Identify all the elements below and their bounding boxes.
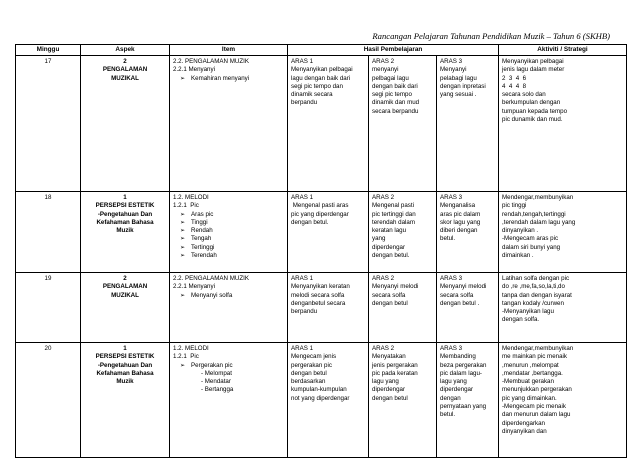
hasil-line: dinamik dan mud bbox=[372, 99, 420, 107]
aktiviti-line: secara solo dan bbox=[502, 91, 546, 99]
hasil-aras-1-cell bbox=[288, 273, 369, 343]
aktiviti-line: ,terendah dalam lagu yang bbox=[502, 218, 576, 226]
aktiviti-line: tumpuan kepada tempo bbox=[502, 107, 568, 115]
aktiviti-line: dinyanyikan dan bbox=[502, 427, 547, 435]
hasil-line: dengan betul . bbox=[440, 299, 480, 307]
header-aspek: Aspek bbox=[81, 45, 170, 56]
aspek-line: Muzik bbox=[116, 378, 134, 386]
hasil-aras-2-cell bbox=[369, 343, 437, 458]
hasil-aras-1-cell bbox=[288, 56, 369, 192]
hasil-line: dengan baik dari bbox=[372, 82, 418, 90]
hasil-line: betul. bbox=[440, 235, 456, 243]
hasil-line: keratan lagu bbox=[372, 227, 407, 235]
aktiviti-line: Latihan solfa dengan pic bbox=[502, 275, 570, 282]
hasil-line: ARAS 1 bbox=[291, 275, 314, 282]
hasil-line: ARAS 1 bbox=[291, 194, 314, 201]
hasil-line: dengan bbox=[440, 394, 461, 402]
item-dash-list bbox=[173, 370, 284, 395]
item-bullet: ➢ Tertinggi bbox=[191, 244, 284, 252]
hasil-line: berpandu bbox=[291, 308, 318, 316]
hasil-aras-1-cell bbox=[288, 343, 369, 458]
item-bullet: ➢ Terendah bbox=[191, 252, 284, 260]
item-dash: - Bertangga bbox=[201, 386, 234, 394]
aktiviti-line: ,menurun ,melompat bbox=[502, 361, 559, 369]
aspek-line: PERSEPSI ESTETIK bbox=[95, 353, 155, 361]
hasil-line: pic pada keratan bbox=[372, 369, 418, 377]
aktiviti-line: dimainkan . bbox=[502, 252, 534, 260]
hasil-line: dengan inpretasi bbox=[440, 82, 486, 90]
item-bullet: ➢ Aras pic bbox=[191, 211, 284, 219]
aktiviti-line: Menyanyikan pelbagai bbox=[502, 58, 564, 65]
hasil-aras-1-cell bbox=[288, 192, 369, 273]
hasil-aras-3-cell bbox=[437, 56, 499, 192]
aktiviti-line: 4 4 4 8 bbox=[502, 82, 527, 90]
aktiviti-line: dinyanyikan . bbox=[502, 227, 539, 235]
hasil-aras-2-cell bbox=[369, 273, 437, 343]
aktiviti-line: pic yang dimainkan. bbox=[502, 394, 557, 402]
aktiviti-line: menunjukkan pergerakan bbox=[502, 386, 572, 394]
aspek-line: PENGALAMAN bbox=[102, 283, 148, 291]
hasil-aras-3-cell bbox=[437, 273, 499, 343]
hasil-line: ARAS 2 bbox=[372, 275, 395, 282]
aktiviti-line: -Mengecam pic menaik bbox=[502, 403, 566, 411]
hasil-line: ARAS 2 bbox=[372, 194, 395, 201]
aspek-line: -Pengetahuan Dan bbox=[97, 210, 153, 218]
hasil-aras-3-cell bbox=[437, 343, 499, 458]
aspek-line: -Pengetahuan Dan bbox=[97, 361, 153, 369]
item-dash: - Melompat bbox=[201, 369, 232, 377]
aktiviti-line: Mendengar,membunyikan bbox=[502, 194, 574, 201]
week-number-cell: 17 bbox=[16, 56, 81, 192]
hasil-line: dengan betul. bbox=[372, 252, 410, 260]
hasil-line: pelabagi lagu bbox=[440, 74, 477, 82]
aktiviti-cell bbox=[499, 273, 627, 343]
hasil-line: diperdengar bbox=[372, 386, 406, 394]
aspek-cell bbox=[81, 192, 170, 273]
item-line: 2.2.1 Menyanyi bbox=[173, 66, 215, 74]
item-cell bbox=[170, 343, 288, 458]
hasil-line: ARAS 3 bbox=[440, 345, 463, 352]
item-cell bbox=[170, 273, 288, 343]
hasil-line: Mengecam jenis bbox=[291, 353, 337, 361]
hasil-line: melodi secara solfa bbox=[291, 291, 345, 299]
item-bullet: ➢ Menyanyi solfa bbox=[191, 292, 284, 300]
table-row bbox=[16, 192, 627, 273]
hasil-line: ARAS 3 bbox=[440, 275, 463, 282]
hasil-line: pic tertinggi dan bbox=[372, 210, 416, 218]
aktiviti-line: tanpa dan dengan isyarat bbox=[502, 291, 572, 299]
hasil-line: Menyanyi melodi bbox=[440, 283, 487, 291]
item-line: 2.2.1 Menyanyi bbox=[173, 283, 215, 291]
hasil-line: Membanding bbox=[440, 353, 476, 361]
header-item: Item bbox=[170, 45, 288, 56]
aspek-line: 2 bbox=[123, 275, 127, 282]
table-row bbox=[16, 273, 627, 343]
aktiviti-line: diperdengarkan bbox=[502, 419, 546, 427]
aspek-line: PENGALAMAN bbox=[102, 66, 148, 74]
table-row bbox=[16, 56, 627, 192]
hasil-line: berdasarkan bbox=[291, 378, 326, 386]
aktiviti-line: dan menurun dalam lagu bbox=[502, 411, 571, 419]
hasil-line: dengan betul. bbox=[291, 218, 329, 226]
item-bullet-list bbox=[173, 362, 284, 370]
hasil-line: Mengenal pasti aras bbox=[291, 202, 349, 210]
hasil-line: ARAS 2 bbox=[372, 345, 395, 352]
aspek-line: MUZIKAL bbox=[111, 74, 139, 82]
hasil-line: kumpulan-kumpulan bbox=[291, 386, 347, 394]
hasil-line: terendah dalam bbox=[372, 218, 415, 226]
hasil-line: secara solfa bbox=[372, 291, 406, 299]
hasil-line: betul. bbox=[440, 411, 456, 419]
aktiviti-line: ,mendatar ,bertangga. bbox=[502, 369, 563, 377]
aktiviti-line: jenis lagu dalam meter bbox=[502, 66, 565, 74]
aspek-line: PERSEPSI ESTETIK bbox=[95, 202, 155, 210]
hasil-line: pic yang diperdengar bbox=[291, 210, 349, 218]
hasil-line: dengan betul bbox=[372, 299, 408, 307]
hasil-line: pergerakan pic bbox=[291, 361, 332, 369]
lesson-plan-table bbox=[15, 44, 627, 458]
item-bullet: ➢ Tengah bbox=[191, 235, 284, 243]
aktiviti-line: tangan kodaly /curwen bbox=[502, 299, 564, 307]
aktiviti-line: 2 3 4 6 bbox=[502, 74, 527, 82]
aktiviti-line: Mendengar,membunyikan bbox=[502, 345, 574, 352]
aspek-line: Muzik bbox=[116, 227, 134, 235]
hasil-line: Menganalisa bbox=[440, 202, 476, 210]
aspek-line: Kefahaman Bahasa bbox=[96, 369, 154, 377]
aktiviti-line: pic dunamik dan mud. bbox=[502, 116, 563, 124]
item-cell bbox=[170, 56, 288, 192]
hasil-line: diberi dengan bbox=[440, 227, 478, 235]
hasil-line: berpandu bbox=[291, 99, 318, 107]
item-line: 1.2.1 Pic bbox=[173, 202, 199, 210]
hasil-line: dengan betul bbox=[372, 394, 408, 402]
item-bullet-list bbox=[173, 75, 284, 83]
aktiviti-line: -Menyanyikan lagu bbox=[502, 308, 554, 316]
hasil-line: lagu yang bbox=[440, 378, 467, 386]
hasil-line: not yang diperdengar bbox=[291, 394, 350, 402]
aktiviti-line: rendah,tengah,tertinggi bbox=[502, 210, 566, 218]
header-row bbox=[16, 45, 627, 56]
aspek-line: 2 bbox=[123, 58, 127, 65]
hasil-line: jenis pergerakan bbox=[372, 361, 418, 369]
hasil-line: ARAS 3 bbox=[440, 58, 463, 65]
hasil-line: denganbetul secara bbox=[291, 299, 346, 307]
document-header: Rancangan Pelajaran Tahunan Pendidikan Muzik – Tahun 6 (SKHB) bbox=[372, 31, 610, 41]
item-line: 1.2. MELODI bbox=[173, 345, 209, 352]
aktiviti-line: -Membuat gerakan bbox=[502, 378, 554, 386]
hasil-line: segi pic tempo dan bbox=[291, 82, 343, 90]
week-number-cell: 18 bbox=[16, 192, 81, 273]
aspek-line: MUZIKAL bbox=[111, 291, 139, 299]
item-line: 1.2.1 Pic bbox=[173, 353, 199, 361]
aktiviti-cell bbox=[499, 192, 627, 273]
hasil-line: beza pergerakan bbox=[440, 361, 487, 369]
aktiviti-line: pic tinggi bbox=[502, 202, 527, 210]
hasil-line: secara berpandu bbox=[372, 107, 419, 115]
hasil-line: dinamik secara bbox=[291, 91, 333, 99]
hasil-line: ARAS 2 bbox=[372, 58, 395, 65]
hasil-line: segi pic tempo bbox=[372, 91, 412, 99]
header-aktiviti: Aktiviti / Strategi bbox=[499, 45, 627, 56]
hasil-line: Menyanyikan keratan bbox=[291, 283, 350, 291]
aspek-cell bbox=[81, 56, 170, 192]
header-hasil-pembelajaran: Hasil Pembelajaran bbox=[288, 45, 499, 56]
item-bullet-list bbox=[173, 292, 284, 300]
hasil-line: menyanyi bbox=[372, 66, 399, 74]
item-bullet: ➢ Pergerakan pic bbox=[191, 362, 284, 370]
item-bullet-list bbox=[173, 211, 284, 261]
hasil-line: dengan betul bbox=[291, 369, 327, 377]
item-bullet: ➢ Tinggi bbox=[191, 219, 284, 227]
hasil-line: pic dalam lagu- bbox=[440, 369, 482, 377]
hasil-line: ARAS 3 bbox=[440, 194, 463, 201]
item-bullet: ➢ Kemahiran menyanyi bbox=[191, 75, 284, 83]
hasil-line: diperdengar bbox=[440, 386, 474, 394]
week-number-cell: 19 bbox=[16, 273, 81, 343]
hasil-line: Mengenal pasti bbox=[372, 202, 414, 210]
aktiviti-line: me mainkan pic menaik bbox=[502, 353, 567, 361]
item-bullet: ➢ Rendah bbox=[191, 227, 284, 235]
aktiviti-line: do ,re ,me,fa,so,la,ti,do bbox=[502, 283, 565, 291]
hasil-line: pernyataan yang bbox=[440, 403, 487, 411]
hasil-aras-2-cell bbox=[369, 192, 437, 273]
item-dash: - Mendatar bbox=[201, 378, 231, 386]
week-number-cell: 20 bbox=[16, 343, 81, 458]
hasil-line: secara solfa bbox=[440, 291, 474, 299]
aktiviti-cell bbox=[499, 343, 627, 458]
table-row bbox=[16, 343, 627, 458]
hasil-line: Menyanyi bbox=[440, 66, 467, 74]
aspek-line: 1 bbox=[123, 345, 127, 352]
hasil-line: Menyatakan bbox=[372, 353, 406, 361]
aktiviti-cell bbox=[499, 56, 627, 192]
item-line: 2.2. PENGALAMAN MUZIK bbox=[173, 275, 249, 282]
aspek-cell bbox=[81, 343, 170, 458]
item-cell bbox=[170, 192, 288, 273]
hasil-line: diperdengar bbox=[372, 243, 406, 251]
aspek-cell bbox=[81, 273, 170, 343]
hasil-aras-2-cell bbox=[369, 56, 437, 192]
item-line: 1.2. MELODI bbox=[173, 194, 209, 201]
item-line: 2.2. PENGALAMAN MUZIK bbox=[173, 58, 249, 65]
hasil-line: lagu yang bbox=[372, 378, 399, 386]
aktiviti-line: -Mengecam aras pic bbox=[502, 235, 559, 243]
header-minggu: Minggu bbox=[16, 45, 81, 56]
hasil-line: pelbagai lagu bbox=[372, 74, 409, 82]
hasil-aras-3-cell bbox=[437, 192, 499, 273]
hasil-line: yang sesuai . bbox=[440, 91, 477, 99]
hasil-line: skor lagu yang bbox=[440, 218, 481, 226]
aspek-line: 1 bbox=[123, 194, 127, 201]
aktiviti-line: dengan solfa. bbox=[502, 316, 540, 324]
hasil-line: aras pic dalam bbox=[440, 210, 481, 218]
hasil-line: Menyanyi melodi bbox=[372, 283, 419, 291]
aktiviti-line: berkumpulan dengan bbox=[502, 99, 561, 107]
aktiviti-line: dalam siri bunyi yang bbox=[502, 243, 561, 251]
hasil-line: yang bbox=[372, 235, 386, 243]
aspek-line: Kefahaman Bahasa bbox=[96, 218, 154, 226]
hasil-line: ARAS 1 bbox=[291, 345, 314, 352]
hasil-line: Menyanyikan pelbagai bbox=[291, 66, 353, 74]
hasil-line: ARAS 1 bbox=[291, 58, 314, 65]
hasil-line: lagu dengan baik dari bbox=[291, 74, 351, 82]
